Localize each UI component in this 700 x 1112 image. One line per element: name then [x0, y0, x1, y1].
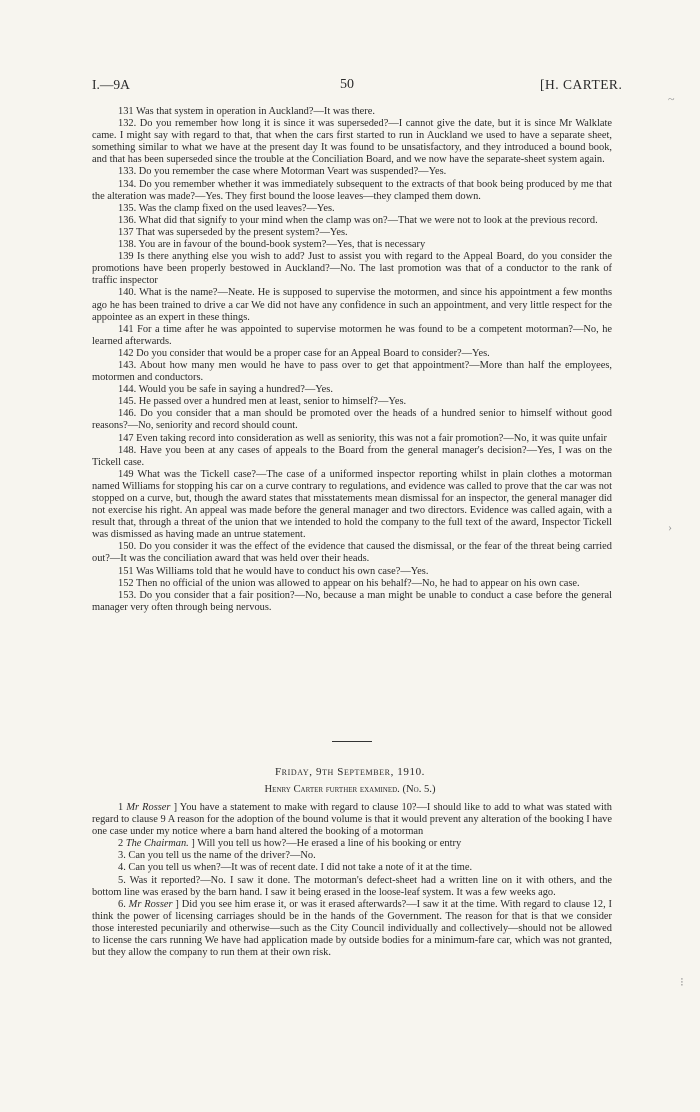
section-subheading: Henry Carter further examined. (No. 5.)	[264, 784, 436, 795]
speaker: The Chairman.	[125, 838, 189, 850]
witness-name: [H. CARTER.	[540, 77, 623, 92]
testimony-body	[92, 106, 612, 614]
question-133: 133. Do you remember the case where Motorman Veart was suspended?—Yes.	[118, 166, 447, 178]
question-153: 153. Do you consider that a fair position?—No, because a man might be unable to conduct a case before the general manager very often through being nervous.	[92, 589, 612, 613]
question-4: 4. Can you tell us when?—It was of recent date. I did not take a note of it at the time.	[118, 862, 473, 874]
examination-body	[92, 802, 612, 959]
question-136: 136. What did that signify to your mind when the clamp was on?—That we were not to look at the previous record.	[118, 214, 598, 226]
margin-mark: ›	[668, 520, 672, 534]
question-144: 144. Would you be safe in saying a hundred?—Yes.	[118, 384, 333, 396]
paper-reference: I.—9A	[92, 77, 130, 92]
section-divider	[332, 741, 372, 742]
question-151: 151 Was Williams told that he would have to conduct his own case?—Yes.	[118, 565, 429, 577]
question-141: 141 For a time after he was appointed to supervise motormen he was found to be a competent motorman?—No, he learned afterwards.	[92, 323, 612, 347]
page-header	[0, 77, 700, 97]
section-date-heading: Friday, 9th September, 1910.	[274, 766, 426, 778]
question-152: 152 Then no official of the union was allowed to appear on his behalf?—No, he had to appear on his own case.	[118, 577, 580, 589]
question-137: 137 That was superseded by the present system?—Yes.	[118, 226, 348, 238]
question-5: 5. Was it reported?—No. I saw it done. The motorman's defect-sheet had a written line on it with others, and the bottom line was erased by the barn hand. I saw it being erased in the loose-leaf system. It was a few weeks ago.	[92, 874, 612, 898]
margin-mark: ⁝	[680, 975, 684, 989]
question-147: 147 Even taking record into consideration as well as seniority, this was not a fair promotion?—No, it was quite unfair	[118, 432, 608, 444]
question-146: 146. Do you consider that a man should be promoted over the heads of a hundred senior to himself without good reasons?—No, seniority and record should count.	[92, 408, 612, 432]
question-140: 140. What is the name?—Neate. He is supposed to supervise the motormen, and since his appointment a few months ago he has been trained to drive a car We did not have any confidence in such an appointment, and very little respect for the appointee as an expert in these things.	[92, 287, 612, 323]
question-2: 2 The Chairman. ] Will you tell us how?—He erased a line of his booking or entry	[118, 838, 462, 850]
question-139: 139 Is there anything else you wish to add? Just to assist you with regard to the Appeal Board, do you consider the promotions have been properly bestowed in Auckland?—No. The last promotion was that of a conductor to the rank of traffic inspector	[92, 251, 612, 287]
question-3: 3. Can you tell us the name of the driver?—No.	[118, 850, 316, 862]
margin-mark: ~	[668, 92, 675, 106]
speaker: Mr Rosser	[128, 898, 173, 910]
question-134: 134. Do you remember whether it was immediately subsequent to the extracts of that book being produced by me that the alteration was made?—Yes. They first bound the loose leaves—they clamped them down.	[92, 178, 612, 202]
question-142: 142 Do you consider that would be a proper case for an Appeal Board to consider?—Yes.	[118, 347, 490, 359]
question-138: 138. You are in favour of the bound-book system?—Yes, that is necessary	[118, 239, 426, 251]
question-143: 143. About how many men would he have to pass over to get that appointment?—More than half the employees, motormen and conductors.	[92, 359, 612, 384]
question-1: 1 Mr Rosser ] You have a statement to make with regard to clause 10?—I should like to add to what was stated with regard to clause 9 A reason for the adoption of the bound volume is that it would prevent any alteration of the booking I have one case under my notice where a barn hand altered the booking of a motorman	[92, 802, 612, 838]
question-6: 6. Mr Rosser ] Did you see him erase it, or was it erased afterwards?—I saw it at the time. With regard to clause 12, I think the power of licensing carriages should be in the hands of the Government. The reason for that is that we consider those interested pecuniarily and otherwise—such as the City Council individually and collectively—should not be allowed to license the cars running We have had application made by outside bodies for a minimum-fare car, which was not granted, but they allow the company to run them at their own risk.	[92, 898, 612, 959]
question-135: 135. Was the clamp fixed on the used leaves?—Yes.	[118, 202, 335, 214]
speaker: Mr Rosser	[126, 802, 171, 813]
question-148: 148. Have you been at any cases of appeals to the Board from the general manager's decision?—Yes, I was on the Tickell case.	[92, 444, 612, 468]
page-number: 50	[340, 77, 354, 92]
question-150: 150. Do you consider it was the effect of the evidence that caused the dismissal, or the fear of the threat being carried out?—It was the conciliation award that was held over their heads.	[92, 541, 612, 565]
question-131: 131 Was that system in operation in Auckland?—It was there.	[118, 106, 375, 117]
question-149: 149 What was the Tickell case?—The case of a uniformed inspector reporting whilst in plain clothes a motorman named Williams for stopping his car on a curve contrary to regulations, and evidence was called to prove that the car was not stopped on a curve, but, though the award states that misstatements mean dismissal for an inspector, the general manager did not exercise his right. An appeal was made before the general manager and two directors. Evidence was called again, with a result that, through a threat of the union that we intended to hold the company to the full text of the award, Inspector Tickell was dismissed as having made an untrue statement.	[92, 468, 612, 541]
question-145: 145. He passed over a hundred men at least, senior to himself?—Yes.	[118, 396, 407, 408]
question-132: 132. Do you remember how long it is since it was superseded?—I cannot give the date, but it is since Mr Walklate came. I might say with regard to that, that when the cars first started to run in Auckland we used to have a separate sheet, something similar to what we have at the present day It was found to be unsatisfactory, and they introduced a bound book, and that has been superseded since the trouble at the Conciliation Board, and we now have the separate-sheet system again.	[92, 118, 612, 166]
